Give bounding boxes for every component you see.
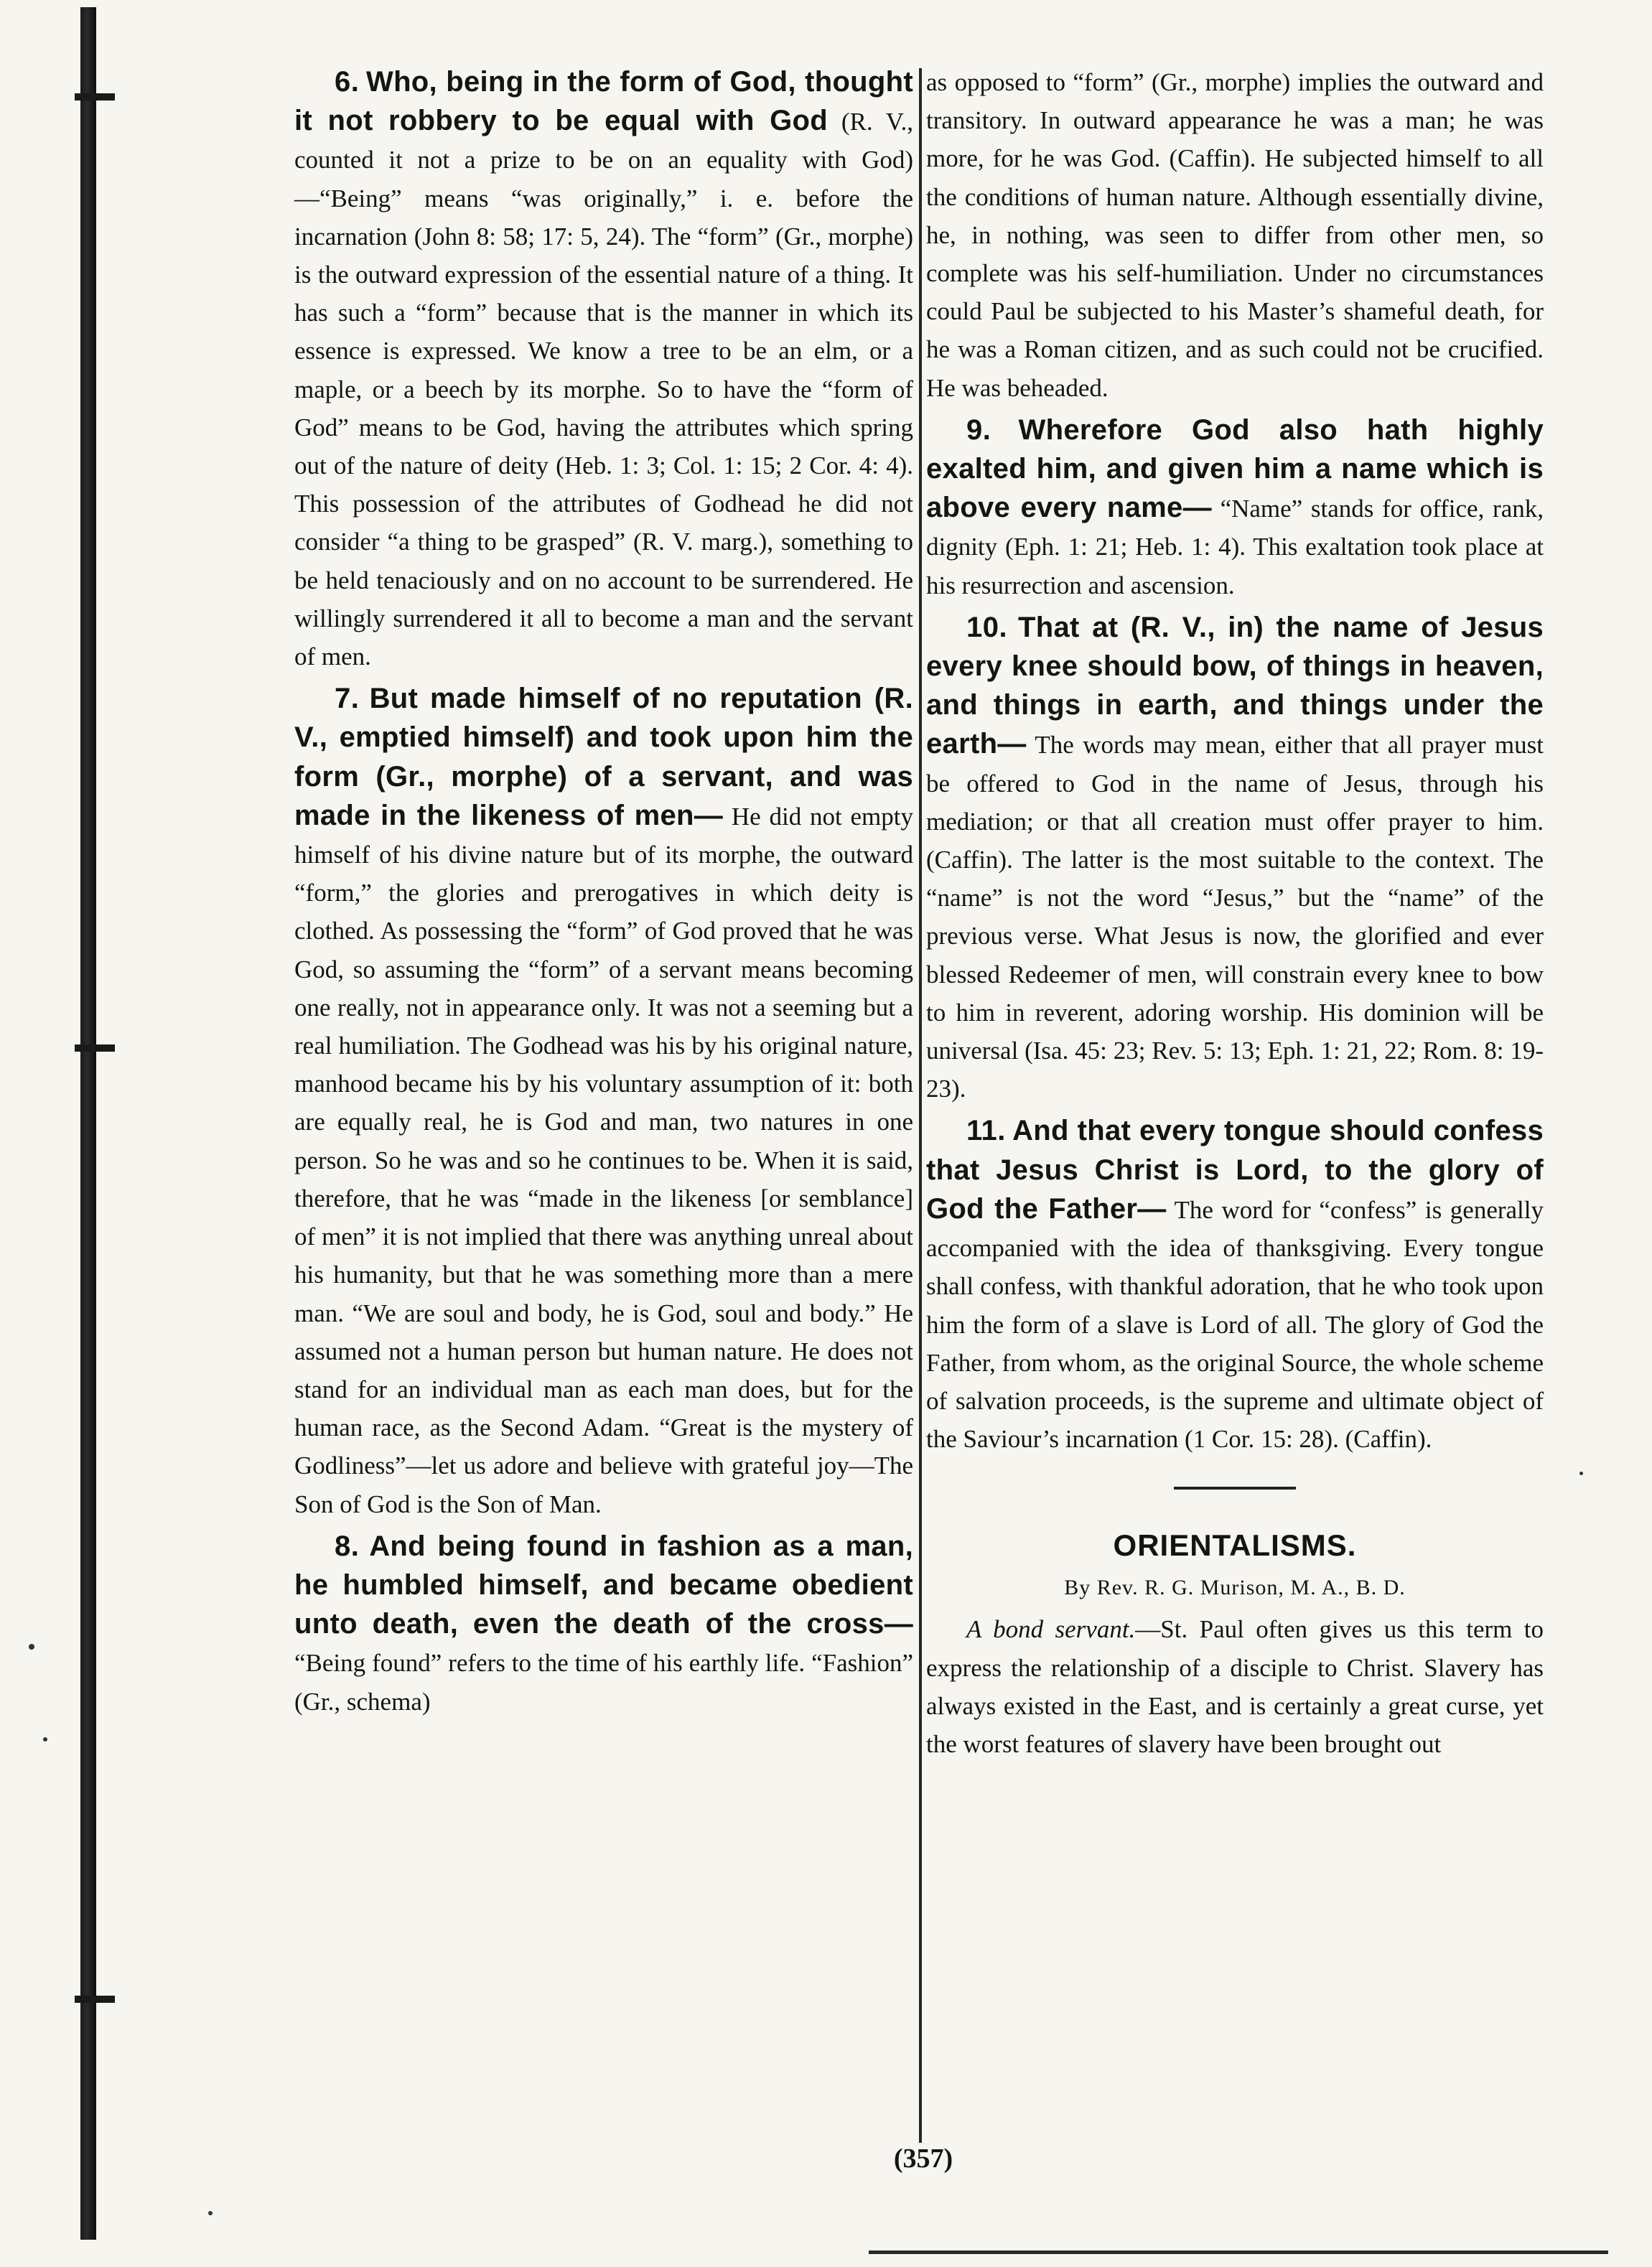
print-speck bbox=[29, 1644, 34, 1650]
verse-number: 10. bbox=[966, 611, 1008, 643]
commentary-text: “Being found” refers to the time of his earthly life. “Fashion” (Gr., schema) bbox=[294, 1649, 913, 1716]
verse-7-entry bbox=[294, 680, 913, 1523]
commentary-text: The word for “confess” is generally accompanied with the idea of thanksgiving. Every tongue shall confess, with thankful adoration, that he who took upon him the form of a slave is Lord of all. The glory of God the Father, from whom, as the original Source, the whole scheme of salvation proceeds, is the supreme and ultimate object of the Saviour’s incarnation (1 Cor. 15: 28). (Caffin). bbox=[926, 1195, 1544, 1454]
commentary-text: (R. V., counted it not a prize to be on an equality with God)—“Being” means “was originally,” i. e. before the incarnation (John 8: 58; 17: 5, 24). The “form” (Gr., morphe) is the outward expression of the essential nature of a thing. It has such a “form” because that is the manner in which its essence is expressed. We know a tree to be an elm, or a maple, or a beech by its morphe. So to have the “form of God” means to be God, having the attributes which spring out of the nature of deity (Heb. 1: 3; Col. 1: 15; 2 Cor. 4: 4). This possession of the attributes of Godhead he did not consider “a thing to be grasped” (R. V. marg.), something to be held tenaciously and on no account to be surrendered. He willingly surrendered it all to become a man and the servant of men. bbox=[294, 108, 913, 671]
verse-text: And being found in fashion as a man, he humbled himself, and became obedient unto death, even the death of the cross— bbox=[294, 1530, 914, 1640]
verse-number: 7. bbox=[335, 683, 360, 715]
verse-text: And that every tongue should confess that Jesus Christ is Lord, to the glory of God the Father— bbox=[926, 1115, 1544, 1225]
verse-number: 9. bbox=[966, 413, 991, 446]
print-speck bbox=[208, 2211, 213, 2215]
verse-text: Who, being in the form of God, thought it not robbery to be equal with God bbox=[294, 66, 913, 137]
binding-mark bbox=[75, 93, 115, 101]
verse-text: Wherefore God also hath highly exalted him, and given him a name which is above every name— bbox=[926, 413, 1544, 524]
bottom-rule bbox=[869, 2250, 1608, 2254]
commentary-text: The words may mean, either that all prayer must be offered to God in the name of Jesus, through his mediation; or that all creation must offer prayer to him. (Caffin). The latter is the most suitable to the context. The “name” is not the word “Jesus,” but the “name” of the previous verse. What Jesus is now, the glorified and ever blessed Redeemer of men, will constrain every knee to bow to him in reverent, adoring worship. His dominion will be universal (Isa. 45: 23; Rev. 5: 13; Eph. 1: 21, 22; Rom. 8: 19-23). bbox=[926, 731, 1544, 1103]
left-column bbox=[294, 63, 913, 1725]
binding-mark bbox=[75, 1044, 115, 1052]
article-body-text: —St. Paul often gives us this term to express the relationship of a disciple to Christ. Slavery has always existed in the East, and is certainly a great curse, yet the worst features of slavery have been brought out bbox=[926, 1615, 1544, 1758]
binding-mark bbox=[75, 1996, 115, 2003]
verse-number: 8. bbox=[335, 1530, 360, 1562]
verse-text: That at (R. V., in) the name of Jesus every knee should bow, of things in heaven, and things in earth, and things under the earth— bbox=[926, 611, 1544, 760]
print-speck bbox=[1579, 1472, 1583, 1475]
verse-number: 11. bbox=[966, 1115, 1006, 1147]
verse-10-entry bbox=[926, 609, 1544, 1108]
column-rule bbox=[919, 68, 922, 2143]
verse-11-entry bbox=[926, 1112, 1544, 1458]
binding-edge bbox=[80, 7, 96, 2240]
right-column bbox=[926, 63, 1544, 1763]
article-body bbox=[926, 1610, 1544, 1763]
commentary-text: He did not empty himself of his divine nature but of its morphe, the outward “form,” the glories and prerogatives in which deity is clothed. As possessing the “form” of God proved that he was God, so assuming the “form” of a servant means becoming one really, not in appearance only. It was not a seeming but a real humiliation. The Godhead was his by his original nature, manhood became his by his voluntary assumption of it: both are equally real, he is God and man, two natures in one person. So he was and so he continues to be. When it is said, therefore, that he was “made in the likeness [or semblance] of men” it is not implied that there was anything unreal about his humanity, but that he was something more than a mere man. “We are soul and body, he is God, soul and body.” He assumed not a human person but human nature. He does not stand for an individual man as each man does, but for the human race, as the Second Adam. “Great is the mystery of Godliness”—let us adore and believe with grateful joy—The Son of God is the Son of Man. bbox=[294, 802, 913, 1518]
commentary-text: as opposed to “form” (Gr., morphe) implies the outward and transitory. In outward appearance he was a man; he was more, for he was God. (Caffin). He subjected himself to all the conditions of human nature. Although essentially divine, he, in nothing, was seen to differ from other men, so complete was his self-humiliation. Under no circumstances could Paul be subjected to his Master’s shameful death, for he was a Roman citizen, and as such could not be crucified. He was beheaded. bbox=[926, 68, 1544, 402]
verse-6-entry bbox=[294, 63, 913, 676]
section-divider bbox=[1174, 1487, 1296, 1490]
verse-text: But made himself of no reputation (R. V., emptied himself) and took upon him the form (Gr., morphe) of a servant, and was made in the likeness of men— bbox=[294, 683, 913, 831]
article-lead-term: A bond servant. bbox=[966, 1615, 1136, 1644]
verse-9-entry bbox=[926, 411, 1544, 604]
verse-8-continuation bbox=[926, 63, 1544, 407]
verse-8-entry bbox=[294, 1528, 913, 1721]
page-number: (357) bbox=[893, 2144, 953, 2174]
print-speck bbox=[43, 1737, 47, 1742]
verse-number: 6. bbox=[335, 66, 360, 98]
article-heading: ORIENTALISMS. bbox=[1113, 1528, 1357, 1563]
article-byline: By Rev. R. G. Murison, M. A., B. D. bbox=[1064, 1576, 1406, 1600]
commentary-text: “Name” stands for office, rank, dignity (Eph. 1: 21; Heb. 1: 4). This exaltation took place at his resurrection and ascension. bbox=[926, 495, 1544, 599]
